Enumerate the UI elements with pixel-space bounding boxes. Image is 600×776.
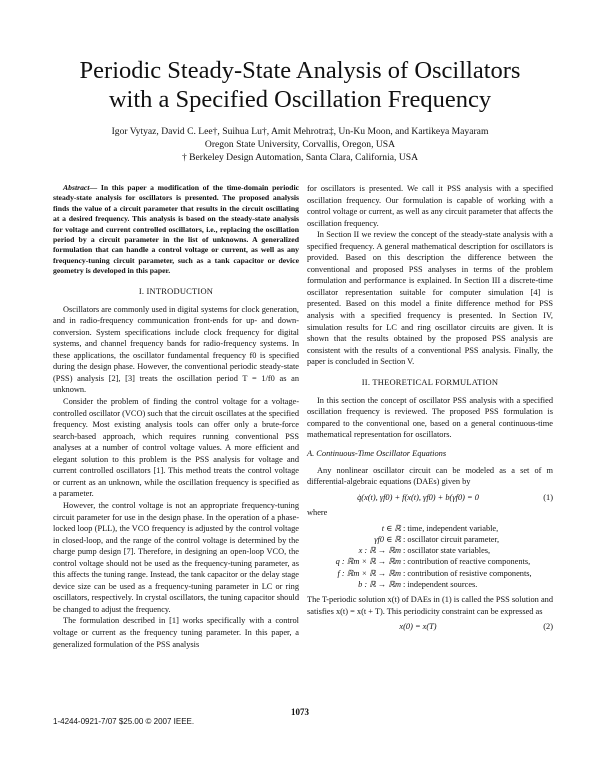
periodic-paragraph: The T-periodic solution x(t) of DAEs in (1) is called the PSS solution and satisfies x(t) = x(t + T). This periodicity constraint can be expressed as bbox=[307, 595, 553, 616]
definition-symbol: x : ℝ → ℝm bbox=[358, 546, 401, 556]
definition-row bbox=[307, 556, 553, 567]
left-column bbox=[53, 183, 299, 650]
definition-desc: : time, independent variable, bbox=[403, 523, 499, 533]
equation-1-number: (1) bbox=[543, 492, 553, 502]
equation-1-body: q̇(x(t), γf0) + f(x(t), γf0) + b(γf0) = 0 bbox=[357, 492, 479, 502]
equation-2 bbox=[307, 617, 553, 636]
definition-symbol: t ∈ ℝ bbox=[381, 523, 401, 533]
subsection-a-heading: A. Continuous-Time Oscillator Equations bbox=[307, 448, 447, 458]
definitions-list bbox=[307, 523, 553, 591]
intro-paragraph-1: Oscillators are commonly used in digital systems for clock generation, and in radio-frequency communication front-ends for up- and down-conversion. System specifications include clock frequency for digital systems, and channel frequency bands for radio-frequency systems. In these applications, the oscillator fundamental frequency f0 is specified during the design phase. However, the conventional periodic steady-state (PSS) analysis [2], [3] treats the oscillation period T = 1/f0 as an unknown. bbox=[53, 304, 299, 395]
abstract bbox=[53, 183, 299, 277]
where-text: where bbox=[307, 508, 328, 518]
copyright-footer: 1-4244-0921-7/07 $25.00 © 2007 IEEE. bbox=[53, 717, 195, 726]
definition-symbol: q : ℝm × ℝ → ℝm bbox=[335, 557, 401, 567]
definition-row bbox=[307, 534, 553, 545]
intro-paragraph-4: The formulation described in [1] works specifically with a control voltage or current as the frequency tuning parameter. In this paper, a generalized formulation of the PSS analysis bbox=[53, 616, 299, 649]
affiliation-1: Oregon State University, Corvallis, Oregon, USA bbox=[204, 138, 396, 150]
definition-desc: : contribution of resistive components, bbox=[403, 568, 532, 578]
equation-2-body: x(0) = x(T) bbox=[399, 622, 437, 632]
section-1-heading: I. INTRODUCTION bbox=[138, 285, 214, 296]
authors: Igor Vytyaz, David C. Lee†, Suihua Lu†, Amit Mehrotra‡, Un-Ku Moon, and Kartikeya Mayaram bbox=[111, 126, 489, 137]
abstract-text: In this paper a modification of the time-domain periodic steady-state analysis for oscillators is presented. The proposed analysis finds the value of a circuit parameter that results in the circuit oscillating at a desired frequency. This analysis is based on the steady-state analysis for voltage and current controlled oscillators, i.e., replacing the oscillation period by a circuit parameter in the list of unknowns. A generalized formulation that can handle a control voltage or current, as well as any frequency-tuning circuit parameter, such as a tank capacitor or device geometry is developed in this paper. bbox=[53, 183, 300, 276]
page-number: 1073 bbox=[291, 707, 309, 717]
title-line-2: with a Specified Oscillation Frequency bbox=[108, 86, 492, 113]
definition-desc: : oscillator circuit parameter, bbox=[403, 534, 500, 544]
definition-row bbox=[307, 568, 553, 579]
intro-paragraph-2: Consider the problem of finding the control voltage for a voltage-controlled oscillator (VCO) such that the circuit oscillates at the specified frequency. Most existing analysis tools can offer only a brute-force search-based approach, which requires running conventional PSS analyses at a number of control voltage values. A more efficient and elegant solution to this problem is the PSS analysis for voltage and current controlled oscillators [1]. This method treats the control voltage or current as an unknown, while the oscillation frequency is specified as a parameter. bbox=[53, 397, 299, 499]
definition-desc: : independent sources. bbox=[403, 580, 478, 590]
affiliation-2: † Berkeley Design Automation, Santa Clara, California, USA bbox=[181, 151, 419, 163]
definition-row bbox=[307, 579, 553, 590]
definition-symbol: γf0 ∈ ℝ bbox=[374, 534, 401, 544]
section-2-intro: In this section the concept of oscillator PSS analysis with a specified oscillation frequency is reviewed. The proposed PSS formulation is compared to the conventional one, based on a general continuous-time mathematical representation for oscillators. bbox=[307, 395, 553, 440]
paper-title bbox=[0, 56, 600, 114]
dae-paragraph: Any nonlinear oscillator circuit can be modeled as a set of m differential-algebraic equations (DAEs) given by bbox=[307, 465, 553, 487]
abstract-lead: Abstract— bbox=[63, 183, 98, 192]
right-paragraph-2: In Section II we review the concept of the steady-state analysis with a specified frequency. A general mathematical description for oscillators is provided. Based on this description the difference between the conventional and proposed PSS analyses in terms of the problem formulation and performance is explained. In Section III a discrete-time oscillator representation suitable for computer simulation [4] is presented. Based on this model a finite difference method for PSS analysis with a specified frequency is presented. In Section IV, simulation results for LC and ring oscillator circuits are given. It is shown that the results obtained by the proposed PSS analysis are consistent with the results of a conventional PSS analysis. Finally, the paper is concluded in Section V. bbox=[307, 230, 553, 367]
equation-1 bbox=[307, 488, 553, 507]
definition-desc: : contribution of reactive components, bbox=[403, 557, 531, 567]
right-column bbox=[307, 183, 553, 636]
equation-2-number: (2) bbox=[543, 622, 553, 632]
definition-symbol: b : ℝ → ℝm bbox=[358, 580, 401, 590]
definition-row bbox=[307, 545, 553, 556]
right-paragraph-1: for oscillators is presented. We call it PSS analysis with a specified oscillation frequency. Our formulation is capable of working with a control voltage or current, as well as any circuit parameter that affects the oscillation frequency. bbox=[307, 184, 553, 228]
definition-symbol: f : ℝm × ℝ → ℝm bbox=[337, 568, 401, 578]
intro-paragraph-3: However, the control voltage is not an appropriate frequency-tuning circuit parameter for use in the design phase. In the operation of a phase-locked loop (PLL), the VCO frequency is adjusted by the control voltage in closed-loop, and the range of the control voltage is determined by the charge pump design [7]. Therefore, in designing an open-loop VCO, the control voltage should not be used as the frequency-tuning parameter, as this affects the tuning range. Instead, the tank capacitor or the delay stage device size can be used as a frequency-tuning parameter in LC or ring oscillators, respectively. In crystal oscillators, the tuning capacitor should be changed to adjust the frequency. bbox=[53, 500, 299, 614]
section-2-heading: II. THEORETICAL FORMULATION bbox=[361, 376, 499, 387]
title-line-1: Periodic Steady-State Analysis of Oscillators bbox=[79, 57, 521, 84]
definition-desc: : oscillator state variables, bbox=[403, 546, 491, 556]
definition-row bbox=[307, 523, 553, 534]
author-block bbox=[0, 126, 600, 164]
